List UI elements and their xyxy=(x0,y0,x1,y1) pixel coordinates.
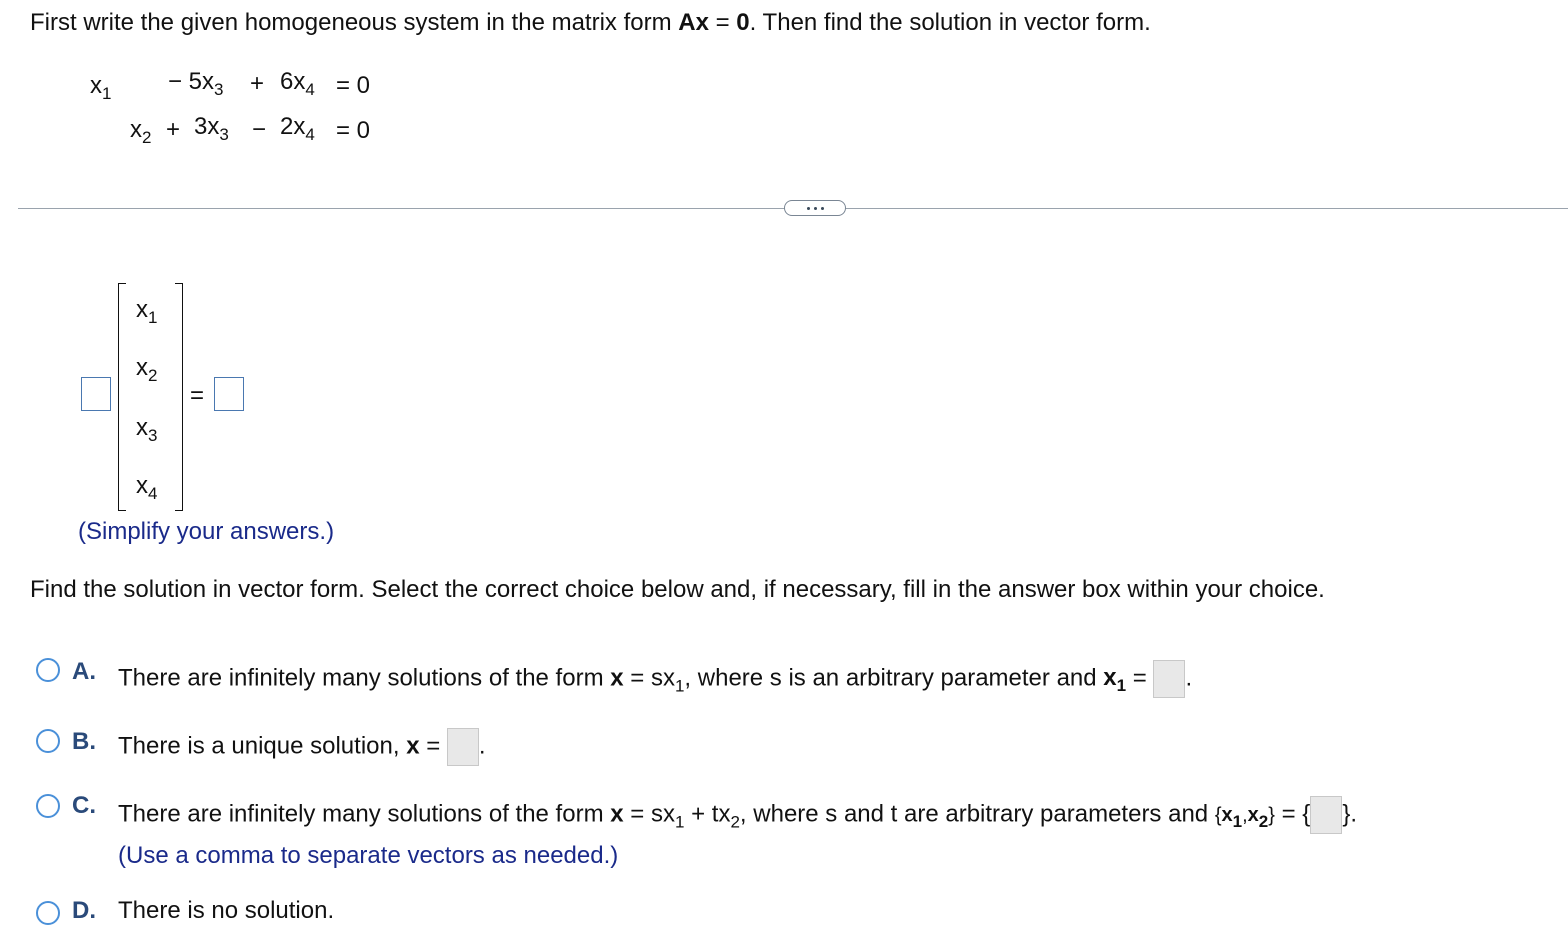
question-prompt: First write the given homogeneous system in the matrix form Ax = 0. Then find the solution in vector form. xyxy=(30,9,1151,36)
choice-c-hint: (Use a comma to separate vectors as needed.) xyxy=(118,842,619,869)
eq1-rhs: = 0 xyxy=(336,72,371,99)
choice-b-radio[interactable] xyxy=(36,729,60,753)
choice-b-answer-box[interactable] xyxy=(447,728,479,766)
matrix-var-x4: $x_4$ xyxy=(136,472,158,503)
choice-c-answer-box[interactable] xyxy=(1310,796,1342,834)
dot-icon xyxy=(814,207,817,210)
instruction-text: Find the solution in vector form. Select the correct choice below and, if necessary, fill in the answer box within your choice. xyxy=(30,576,1325,603)
eq1-term3: $6x_4$ xyxy=(280,68,315,99)
matrix-var-x1: $x_1$ xyxy=(136,296,158,327)
choice-a-answer-box[interactable] xyxy=(1153,660,1185,698)
matrix-equals: = xyxy=(190,382,205,409)
eq2-term2: $3x_3$ xyxy=(194,113,229,144)
eq1-term2: − $5x_3$ xyxy=(168,68,224,99)
choice-a-radio[interactable] xyxy=(36,658,60,682)
right-bracket xyxy=(175,283,183,511)
eq2-x2: $x_2$ xyxy=(130,116,152,147)
eq1-plus: + xyxy=(250,70,265,97)
choice-c-text: There are infinitely many solutions of the form $x = sx_1 + tx_2$, where s and t are arbitrary parameters and $\{x_1,x_2\}$ = { }. xyxy=(118,796,1357,834)
choice-d-letter: D. xyxy=(72,897,96,924)
choice-d-radio[interactable] xyxy=(36,901,60,925)
dot-icon xyxy=(807,207,810,210)
choice-c-radio[interactable] xyxy=(36,794,60,818)
eq2-term3: $2x_4$ xyxy=(280,113,315,144)
choice-b-letter: B. xyxy=(72,728,96,755)
left-bracket xyxy=(118,283,126,511)
choice-b-text: There is a unique solution, x = . xyxy=(118,728,486,766)
choice-a-text: There are infinitely many solutions of the form $x = sx_1$, where s is an arbitrary parameter and $x_1$ = . xyxy=(118,660,1192,698)
eq2-minus: − xyxy=(252,116,267,143)
choice-c-letter: C. xyxy=(72,792,96,819)
eq1-x1: $x_1$ xyxy=(90,72,112,103)
eq2-rhs: = 0 xyxy=(336,117,371,144)
choice-d-text: There is no solution. xyxy=(118,897,335,924)
matrix-var-x3: $x_3$ xyxy=(136,414,158,445)
simplify-hint: (Simplify your answers.) xyxy=(78,518,335,545)
coefficient-matrix-input[interactable] xyxy=(81,377,111,411)
more-options-button[interactable] xyxy=(784,200,846,216)
rhs-vector-input[interactable] xyxy=(214,377,244,411)
eq2-plus: + xyxy=(166,116,181,143)
matrix-var-x2: $x_2$ xyxy=(136,354,158,385)
choice-a-letter: A. xyxy=(72,658,96,685)
dot-icon xyxy=(821,207,824,210)
